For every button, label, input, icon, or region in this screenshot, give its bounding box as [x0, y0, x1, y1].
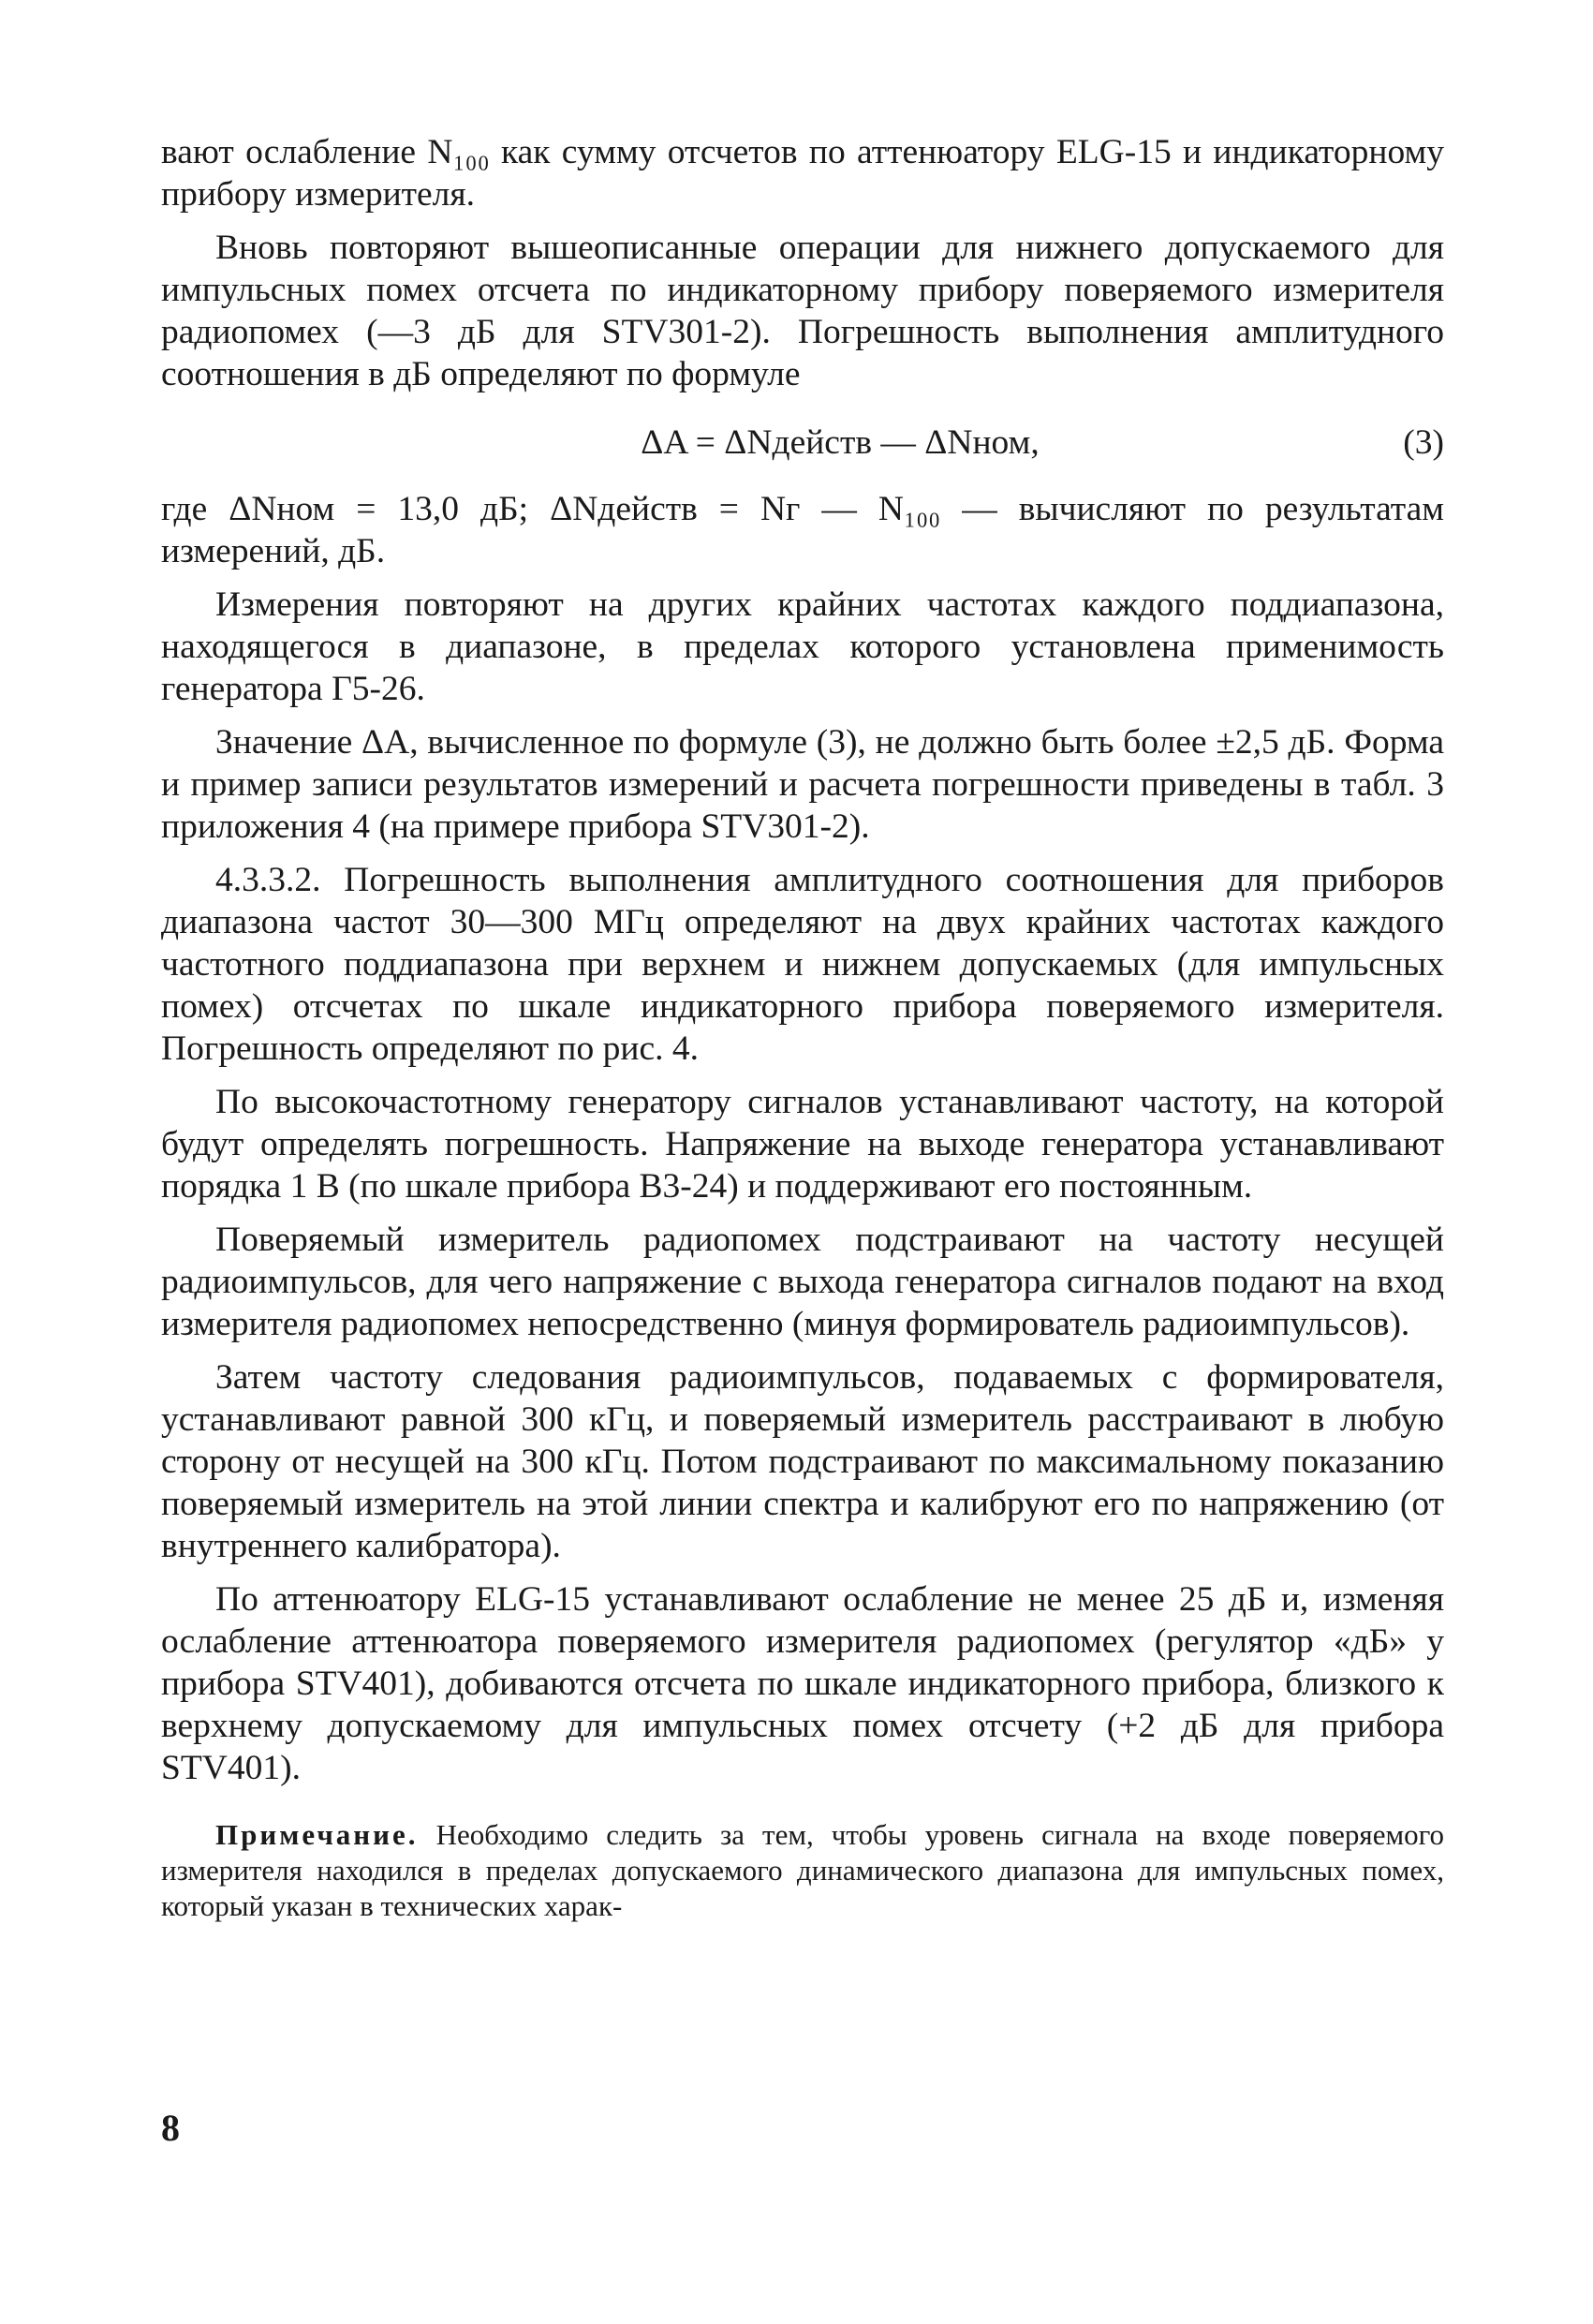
page-number: 8 — [161, 2107, 180, 2149]
paragraph-attenuator: По аттенюатору ELG-15 устанавливают ослабление не менее 25 дБ и, изменяя ослабление аттенюатора поверяемого измерителя радиопомех (регулятор «дБ» у прибора STV401), добиваются отсчета по шкале индикаторного прибора, близкого к верхнему допускаемому для импульсных помех отсчету (+2 дБ для прибора STV401). — [161, 1580, 1444, 1787]
note-label: Примечание. — [215, 1818, 419, 1851]
paragraph-section-4-3-3-2: 4.3.3.2. Погрешность выполнения амплитудного соотношения для приборов диапазона частот 30—300 МГц определяют на двух крайних частотах каждого частотного поддиапазона при верхнем и нижнем допускаемых (для импульсных помех) отсчетах по шкале индикаторного прибора поверяемого измерителя. Погрешность определяют по рис. 4. — [161, 861, 1444, 1068]
formula-3: ΔA = ΔNдейств — ΔNном, — [641, 423, 1040, 462]
paragraph-where: где ΔNном = 13,0 дБ; ΔNдейств = Nг — N₁₀₀ — вычисляют по результатам измерений, дБ. — [161, 490, 1444, 570]
paragraph-pulse-frequency: Затем частоту следования радиоимпульсов, подаваемых с формирователя, устанавливают равной 300 кГц, и поверяемый измеритель расстраивают в любую сторону от несущей на 300 кГц. Потом подстраивают по максимальному показанию поверяемый измеритель на этой линии спектра и калибруют его по напряжению (от внутреннего калибратора). — [161, 1358, 1444, 1565]
paragraph-repeat-measurements: Измерения повторяют на других крайних частотах каждого поддиапазона, находящегося в диапазоне, в пределах которого установлена применимость генератора Г5-26. — [161, 585, 1444, 708]
formula-row — [161, 422, 1444, 464]
note-text: Необходимо следить за тем, чтобы уровень сигнала на входе поверяемого измерителя находился в пределах допускаемого динамического диапазона для импульсных помех, который указан в технических харак- — [161, 1818, 1445, 1922]
paragraph-value-limit: Значение ΔA, вычисленное по формуле (3), не должно быть более ±2,5 дБ. Форма и пример записи результатов измерений и расчета погрешности приведены в табл. 3 приложения 4 (на примере прибора STV301-2). — [161, 723, 1444, 846]
paragraph-continuation: вают ослабление N₁₀₀ как сумму отсчетов по аттенюатору ELG-15 и индикаторному прибору измерителя. — [161, 133, 1444, 214]
equation-number: (3) — [1403, 423, 1444, 462]
paragraph-hf-generator: По высокочастотному генератору сигналов устанавливают частоту, на которой будут определять погрешность. Напряжение на выходе генератора устанавливают порядка 1 В (по шкале прибора В3-24) и поддерживают его постоянным. — [161, 1083, 1444, 1206]
body-text — [161, 131, 1444, 1935]
paragraph-repeat-operations: Вновь повторяют вышеописанные операции для нижнего допускаемого для импульсных помех отсчета по индикаторному прибору поверяемого измерителя радиопомех (—3 дБ для STV301-2). Погрешность выполнения амплитудного соотношения в дБ определяют по формуле — [161, 229, 1444, 393]
note — [161, 1817, 1444, 1924]
paragraph-tuning: Поверяемый измеритель радиопомех подстраивают на частоту несущей радиоимпульсов, для чего напряжение с выхода генератора сигналов подают на вход измерителя радиопомех непосредственно (минуя формирователь радиоимпульсов). — [161, 1221, 1444, 1343]
